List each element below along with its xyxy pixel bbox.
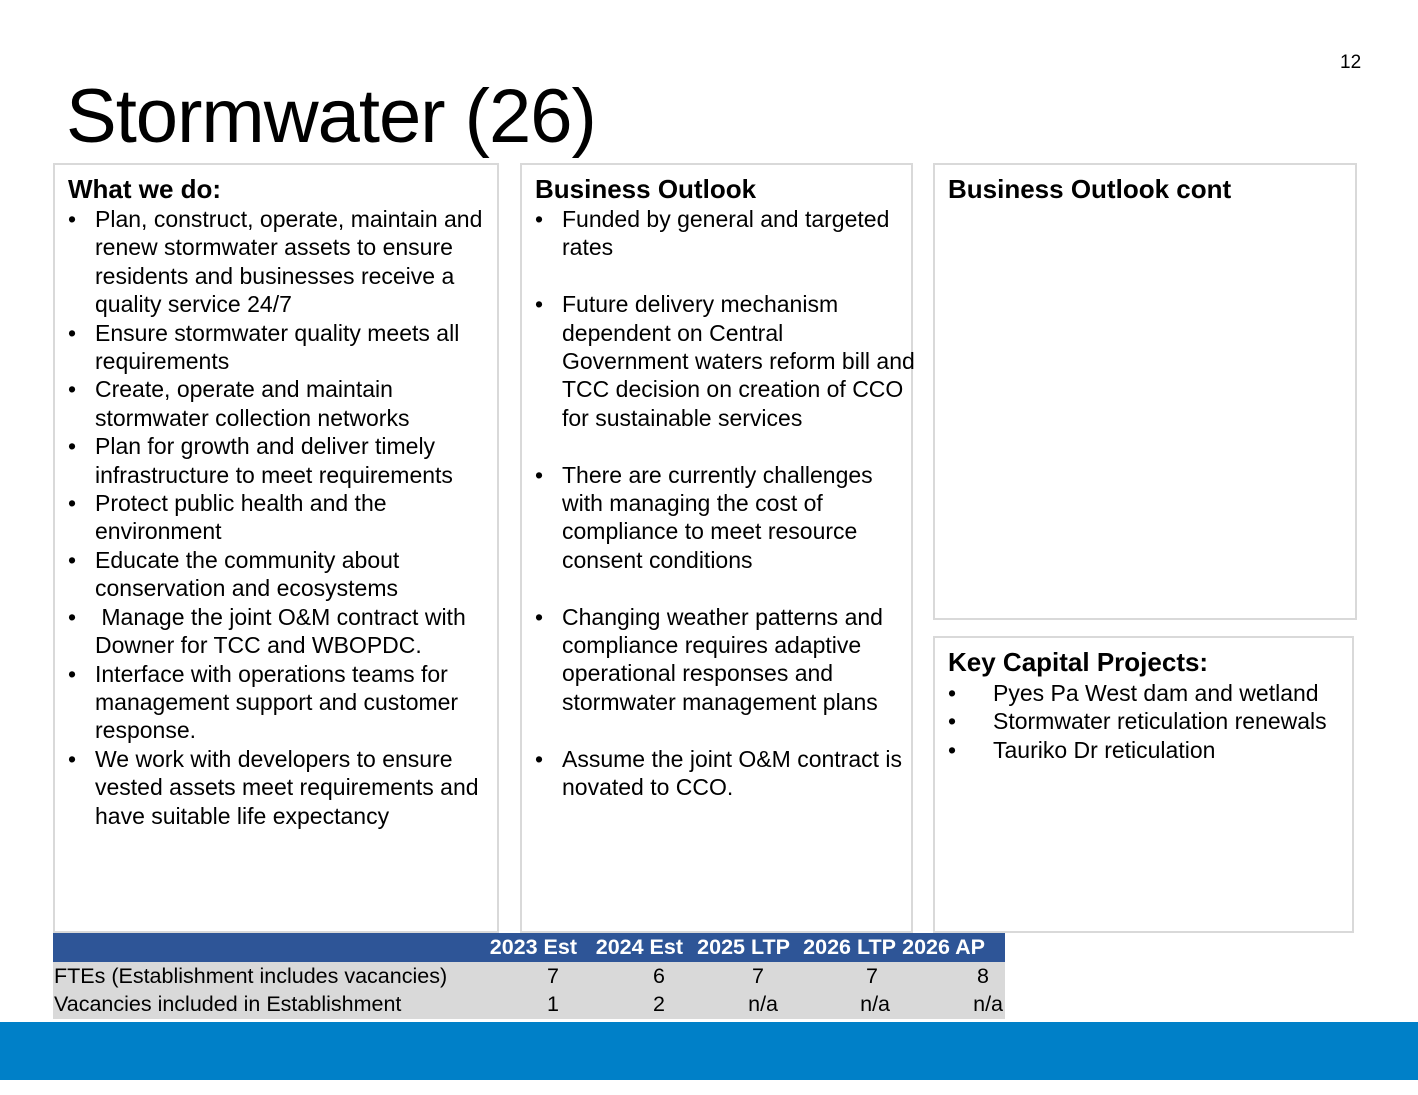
key-capital-projects-list <box>948 679 1348 764</box>
list-item: • Interface with operations teams for management support and customer response. <box>68 660 498 745</box>
table-cell: n/a <box>860 992 890 1017</box>
list-item: • Protect public health and the environment <box>68 489 498 546</box>
key-capital-projects-heading: Key Capital Projects: <box>948 647 1209 677</box>
business-outlook-cont-panel <box>933 163 1357 620</box>
list-item: • Funded by general and targeted rates <box>535 205 915 262</box>
business-outlook-list <box>535 205 915 830</box>
table-cell: 8 <box>977 963 989 988</box>
table-header-cell: 2025 LTP <box>697 935 790 960</box>
table-cell: n/a <box>748 992 778 1017</box>
what-we-do-heading: What we do: <box>68 174 222 204</box>
business-outlook-heading: Business Outlook <box>535 174 757 204</box>
list-item: • Assume the joint O&M contract is novated to CCO. <box>535 745 915 802</box>
table-cell: 7 <box>547 963 559 988</box>
list-item: • We work with developers to ensure vested assets meet requirements and have suitable life expectancy <box>68 745 498 830</box>
table-cell: 2 <box>653 992 665 1017</box>
table-header-cell: 2026 AP <box>902 935 985 960</box>
list-item: • There are currently challenges with managing the cost of compliance to meet resource consent conditions <box>535 461 915 575</box>
table-header-cell: 2026 LTP <box>803 935 896 960</box>
key-capital-projects-panel <box>933 636 1354 933</box>
fte-table <box>53 933 1005 1019</box>
footer-bar <box>0 1022 1418 1080</box>
what-we-do-list <box>68 205 498 830</box>
list-item: • Changing weather patterns and compliance requires adaptive operational responses and stormwater management plans <box>535 603 915 717</box>
list-item: • Stormwater reticulation renewals <box>948 707 1348 735</box>
table-cell: 1 <box>547 992 559 1017</box>
list-item: • Create, operate and maintain stormwater collection networks <box>68 375 498 432</box>
page-title: Stormwater (26) <box>66 74 596 159</box>
list-item: • Plan, construct, operate, maintain and renew stormwater assets to ensure residents and businesses receive a quality service 24/7 <box>68 205 498 319</box>
business-outlook-panel <box>520 163 913 933</box>
table-row <box>53 990 1005 1019</box>
page-number: 12 <box>1340 52 1362 73</box>
table-cell: 6 <box>653 963 665 988</box>
list-item: • Pyes Pa West dam and wetland <box>948 679 1348 707</box>
list-item: • Manage the joint O&M contract with Downer for TCC and WBOPDC. <box>68 603 498 660</box>
table-header-cell <box>53 933 473 962</box>
table-cell: Vacancies included in Establishment <box>54 992 402 1017</box>
list-item: • Ensure stormwater quality meets all requirements <box>68 319 498 376</box>
what-we-do-panel <box>53 163 499 933</box>
list-item: • Educate the community about conservation and ecosystems <box>68 546 498 603</box>
table-header-row <box>53 933 1005 962</box>
table-cell: FTEs (Establishment includes vacancies) <box>54 963 448 988</box>
table-header-cell: 2024 Est <box>595 935 683 960</box>
table-cell: 7 <box>866 963 878 988</box>
table-cell: 7 <box>752 963 764 988</box>
table-cell: n/a <box>973 992 1003 1017</box>
list-item: • Plan for growth and deliver timely infrastructure to meet requirements <box>68 432 498 489</box>
table-header-cell: 2023 Est <box>489 935 577 960</box>
list-item: • Tauriko Dr reticulation <box>948 736 1348 764</box>
list-item: • Future delivery mechanism dependent on Central Government waters reform bill and TCC decision on creation of CCO for sustainable services <box>535 290 915 432</box>
business-outlook-cont-heading: Business Outlook cont <box>948 174 1232 204</box>
table-row <box>53 962 1005 991</box>
